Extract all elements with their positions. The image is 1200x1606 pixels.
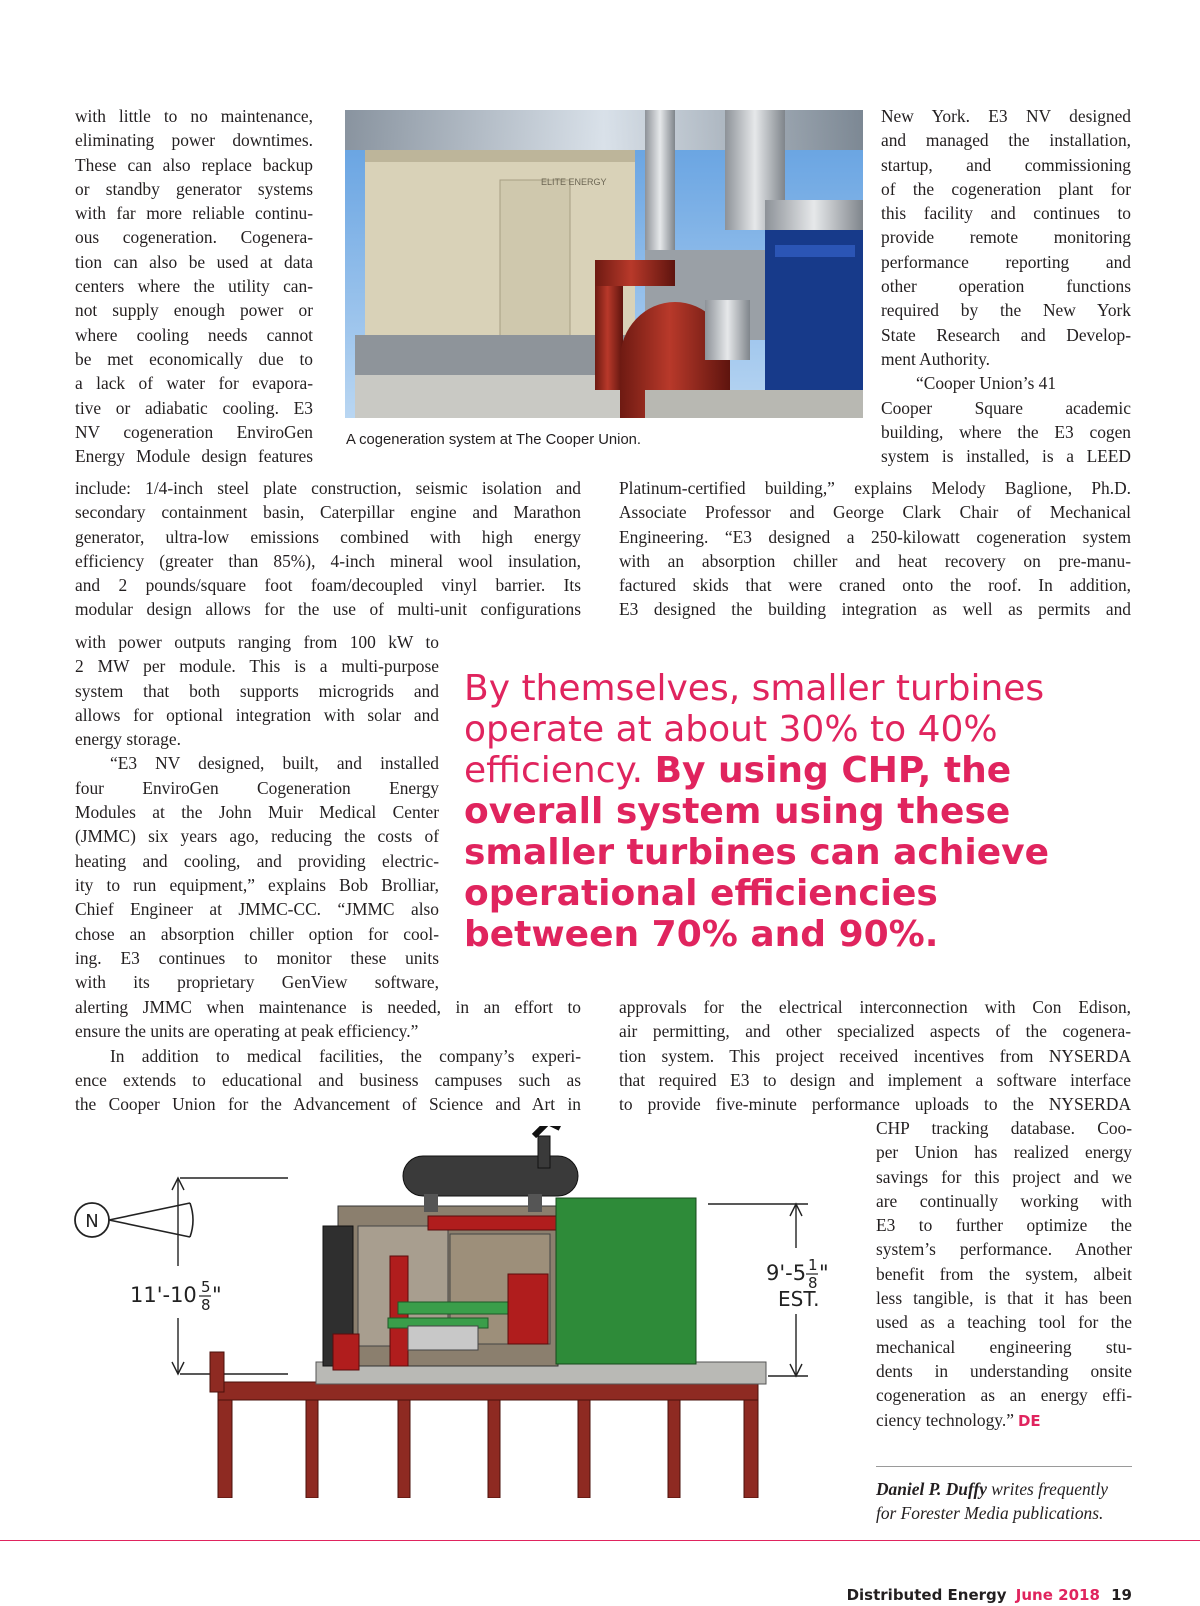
text-line: These can also replace backup [75, 154, 313, 175]
text-line: a lack of water for evapora- [75, 373, 313, 394]
north-arrow-icon [75, 1203, 193, 1237]
text-line: Modules at the John Muir Medical Center [75, 802, 439, 823]
pull-quote-line [464, 791, 1144, 832]
author-name: Daniel P. Duffy [876, 1479, 987, 1499]
text-line: Engineering. “E3 designed a 250-kilowatt cogeneration system [619, 526, 1131, 547]
text-line: startup, and commissioning [881, 154, 1131, 175]
generator-module [323, 1126, 696, 1370]
text-line: less tangible, is that it has been [876, 1288, 1132, 1309]
text-line: ing. E3 continues to monitor these units [75, 947, 439, 968]
svg-text:": " [819, 1261, 829, 1285]
text-line: ciency technology.” DE [876, 1409, 1041, 1430]
pull-quote-line [464, 873, 1144, 914]
text-line: mechanical engineering stu- [876, 1336, 1132, 1357]
text-line: with an absorption chiller and heat recovery on pre-manu- [619, 550, 1131, 571]
text-line: In addition to medical facilities, the company’s experi- [110, 1045, 581, 1066]
text-line: chose an absorption chiller option for cool- [75, 923, 439, 944]
text-line: (JMMC) six years ago, reducing the costs of [75, 826, 439, 847]
text-line: or standby generator systems [75, 178, 313, 199]
text-line: that required E3 to design and implement a software interface [619, 1069, 1131, 1090]
text-line: NV cogeneration EnviroGen [75, 421, 313, 442]
photo-caption: A cogeneration system at The Cooper Union. [346, 432, 642, 448]
text-line: and 2 pounds/square foot foam/decoupled vinyl barrier. Its [75, 575, 581, 596]
text-line: per Union has realized energy [876, 1142, 1132, 1163]
text-line: be met economically due to [75, 348, 313, 369]
equipment-brand-label: ELITE ENERGY [541, 177, 607, 187]
text-line: Associate Professor and George Clark Chair of Mechanical [619, 502, 1131, 523]
cogeneration-photo [345, 110, 863, 418]
text-line: E3 to further optimize the [876, 1215, 1132, 1236]
overall-height-frac-den: 8 [201, 1296, 211, 1314]
overall-height-label: 11'-10 [130, 1283, 197, 1307]
text-line: not supply enough power or [75, 300, 313, 321]
rooftop-equipment-image [345, 110, 863, 418]
pull-quote-line [464, 914, 1144, 955]
article-column-right-final [876, 1116, 1132, 1432]
text-line: performance reporting and [881, 251, 1131, 272]
text-line: dents in understanding onsite [876, 1360, 1132, 1381]
page-footer [847, 1586, 1132, 1604]
text-line: four EnviroGen Cogeneration Energy [75, 777, 439, 798]
page-number: 19 [1111, 1586, 1132, 1604]
author-bio: writes frequently for Forester Media publications. [876, 1479, 1109, 1524]
estimate-label: EST. [778, 1287, 820, 1311]
text-line: approvals for the electrical interconnection with Con Edison, [619, 997, 1131, 1017]
text-line: with its proprietary GenView software, [75, 972, 439, 993]
pull-quote-bold: By using CHP, the [654, 750, 1012, 791]
article-column-left-narrow [75, 630, 439, 994]
footer-rule [0, 1540, 1200, 1541]
text-line: ity to run equipment,” explains Bob Brolliar, [75, 874, 439, 895]
text-line: tion system. This project received incentives from NYSERDA [619, 1045, 1131, 1066]
text-line: of the cogeneration plant for [881, 178, 1131, 199]
text-line: allows for optional integration with solar and [75, 704, 439, 725]
text-line: other operation functions [881, 276, 1131, 297]
text-line: alerting JMMC when maintenance is needed, in an effort to [75, 997, 581, 1017]
pull-quote-bold: smaller turbines can achieve [464, 832, 1050, 873]
text-line: with far more reliable continu- [75, 203, 313, 224]
pull-quote-bold: overall system using these [464, 791, 1011, 832]
text-line: ous cogeneration. Cogenera- [75, 227, 313, 248]
module-elevation-drawing [68, 1126, 868, 1498]
svg-text:": " [212, 1283, 222, 1307]
pull-quote-line [464, 832, 1144, 873]
svg-text:N: N [85, 1211, 99, 1232]
text-line: New York. E3 NV designed [881, 106, 1131, 126]
text-line: to provide five-minute performance uploads to the NYSERDA [619, 1094, 1131, 1115]
text-line: ensure the units are operating at peak efficiency.” [75, 1021, 419, 1042]
text-line: efficiency (greater than 85%), 4-inch mineral wool insulation, [75, 550, 581, 571]
text-line: required by the New York [881, 300, 1131, 321]
pull-quote-line [464, 668, 1144, 709]
text-line: Chief Engineer at JMMC-CC. “JMMC also [75, 899, 439, 920]
text-line: system’s performance. Another [876, 1239, 1132, 1260]
pull-quote-regular: operate at about 30% to 40% [464, 709, 998, 750]
text-line: “Cooper Union’s 41 [916, 373, 1057, 394]
text-line: provide remote monitoring [881, 227, 1131, 248]
pull-quote-line [464, 750, 1144, 791]
text-line: this facility and continues to [881, 203, 1131, 224]
text-line: include: 1/4-inch steel plate construction, seismic isolation and [75, 478, 581, 498]
pull-quote-line [464, 709, 1144, 750]
text-line: “E3 NV designed, built, and installed [110, 753, 439, 774]
text-line: centers where the utility can- [75, 276, 313, 297]
text-line: and managed the installation, [881, 130, 1131, 151]
pull-quote-bold: between 70% and 90%. [464, 914, 939, 955]
text-line: heating and cooling, and providing electric- [75, 850, 439, 871]
article-column-right-mid [619, 476, 1131, 622]
text-line: cogeneration as an energy effi- [876, 1385, 1132, 1406]
magazine-name: Distributed Energy [846, 1586, 1007, 1604]
text-line: 2 MW per module. This is a multi-purpose [75, 656, 439, 677]
text-line: energy storage. [75, 729, 181, 750]
module-height-frac-den: 8 [808, 1274, 818, 1292]
text-line: State Research and Develop- [881, 324, 1131, 345]
issue-date: June 2018 [1015, 1586, 1100, 1604]
text-line: benefit from the system, albeit [876, 1263, 1132, 1284]
text-line: savings for this project and we [876, 1166, 1132, 1187]
overall-height-frac-num: 5 [201, 1278, 211, 1296]
text-line: air permitting, and other specialized aspects of the cogenera- [619, 1021, 1131, 1042]
overall-height-dimension [172, 1178, 288, 1374]
text-line: are continually working with [876, 1190, 1132, 1211]
author-byline [876, 1466, 1132, 1526]
pull-quote-regular: efficiency. [464, 750, 655, 791]
text-line: ment Authority. [881, 348, 991, 369]
text-line: Platinum-certified building,” explains Melody Baglione, Ph.D. [619, 478, 1131, 498]
text-line: factured skids that were craned onto the roof. In addition, [619, 575, 1131, 596]
text-line: system that both supports microgrids and [75, 680, 439, 701]
module-height-frac-num: 1 [808, 1256, 818, 1274]
article-column-left-top [75, 104, 313, 468]
pull-quote [464, 668, 1144, 955]
article-column-left-mid [75, 476, 581, 622]
text-line: with power outputs ranging from 100 kW to [75, 632, 439, 652]
text-line: system is installed, is a LEED [881, 446, 1131, 467]
article-column-right-bottom [619, 995, 1131, 1116]
text-line: the Cooper Union for the Advancement of Science and Art in [75, 1094, 581, 1115]
text-line: used as a teaching tool for the [876, 1312, 1132, 1333]
text-line: E3 designed the building integration as well as permits and [619, 599, 1131, 620]
article-column-left-bottom [75, 995, 581, 1116]
text-line: secondary containment basin, Caterpillar engine and Marathon [75, 502, 581, 523]
module-height-label: 9'-5 [766, 1261, 807, 1285]
text-line: with little to no maintenance, [75, 106, 313, 126]
article-column-right-top [881, 104, 1131, 468]
text-line: Energy Module design features [75, 446, 313, 467]
pull-quote-regular: By themselves, smaller turbines [464, 668, 1045, 709]
text-line: ence extends to educational and business campuses such as [75, 1069, 581, 1090]
text-line: CHP tracking database. Coo- [876, 1118, 1132, 1138]
end-mark: DE [1017, 1411, 1041, 1430]
steel-base-frame [210, 1352, 766, 1498]
text-line: modular design allows for the use of multi-unit configurations [75, 599, 581, 620]
text-line: generator, ultra-low emissions combined with high energy [75, 526, 581, 547]
text-line: building, where the E3 cogen [881, 421, 1131, 442]
text-line: where cooling needs cannot [75, 324, 313, 345]
text-line: eliminating power downtimes. [75, 130, 313, 151]
pull-quote-bold: operational efficiencies [464, 873, 938, 914]
text-line: Cooper Square academic [881, 397, 1131, 418]
text-line: tion can also be used at data [75, 251, 313, 272]
text-line: tive or adiabatic cooling. E3 [75, 397, 313, 418]
